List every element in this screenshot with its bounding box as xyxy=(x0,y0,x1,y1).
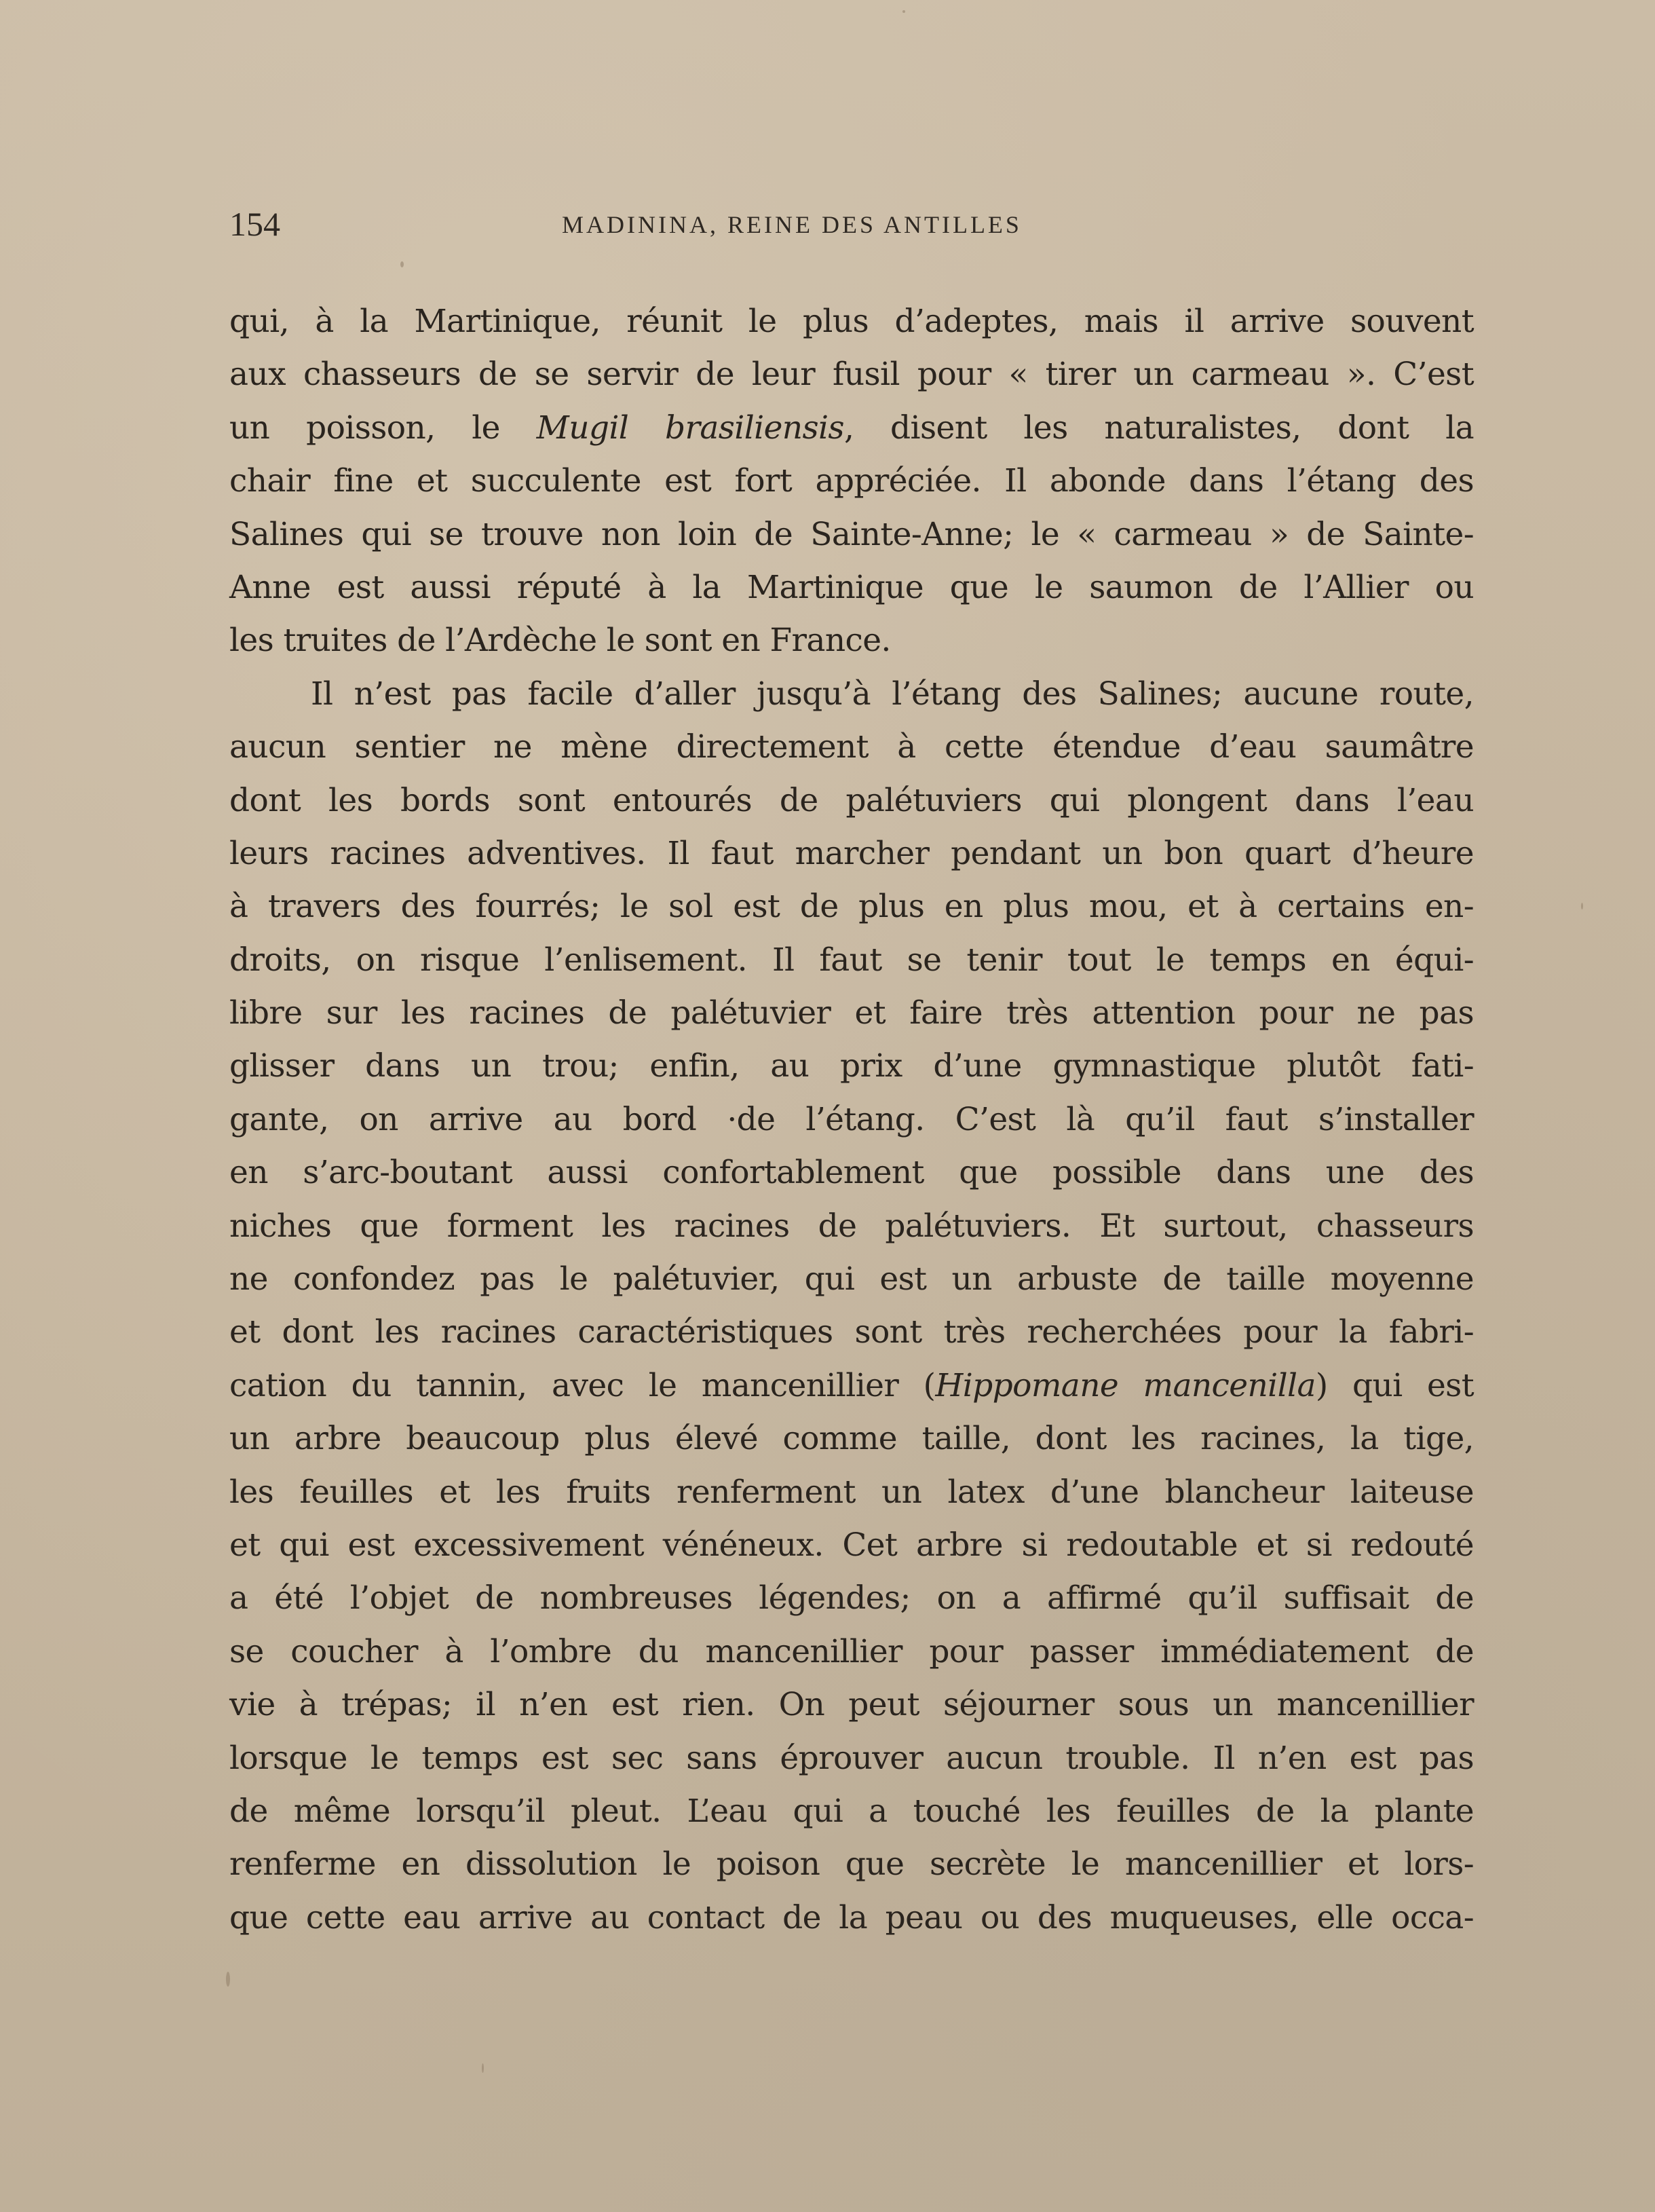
text-segment: niches que forment les racines de palétuviers. Et surtout, chasseurs xyxy=(229,1207,1474,1245)
text-segment: aucun sentier ne mène directement à cette étendue d’eau saumâtre xyxy=(229,728,1474,766)
text-line xyxy=(229,1732,1474,1785)
text-line xyxy=(229,721,1474,774)
paper-speck xyxy=(400,261,404,267)
paper-speck xyxy=(226,1972,230,1987)
text-line xyxy=(229,561,1474,614)
text-segment: à travers des fourrés; le sol est de plus en plus mou, et à certains en- xyxy=(229,888,1474,926)
text-segment: et qui est excessivement vénéneux. Cet arbre si redoutable et si redouté xyxy=(229,1526,1474,1564)
text-line xyxy=(229,1360,1474,1412)
text-line xyxy=(229,827,1474,880)
text-segment: renferme en dissolution le poison que secrète le mancenillier et lors- xyxy=(229,1845,1474,1883)
text-line xyxy=(229,1679,1474,1731)
text-segment: aux chasseurs de se servir de leur fusil pour « tirer un carmeau ». C’est xyxy=(229,356,1474,394)
text-segment: , disent les naturalistes, dont la xyxy=(843,409,1474,447)
running-title: MADININA, REINE DES ANTILLES xyxy=(562,211,1022,238)
text-segment: droits, on risque l’enlisement. Il faut se tenir tout le temps en équi- xyxy=(229,941,1474,979)
text-line xyxy=(229,1892,1474,1945)
text-segment: se coucher à l’ombre du mancenillier pour passer immédiatement de xyxy=(229,1632,1474,1670)
italic-term: Mugil brasiliensis xyxy=(536,409,844,447)
text-segment: Salines qui se trouve non loin de Sainte-Anne; le « carmeau » de Sainte- xyxy=(229,515,1474,553)
text-segment: ) qui est xyxy=(1315,1366,1474,1404)
text-segment: qui, à la Martinique, réunit le plus d’adeptes, mais il arrive souvent xyxy=(229,303,1474,340)
text-segment: et dont les racines caractéristiques sont très recherchées pour la fabri- xyxy=(229,1313,1474,1351)
text-segment: a été l’objet de nombreuses légendes; on a affirmé qu’il suffisait de xyxy=(229,1579,1474,1617)
text-segment: ne confondez pas le palétuvier, qui est un arbuste de taille moyenne xyxy=(229,1260,1474,1298)
text-line xyxy=(229,1626,1474,1679)
text-line xyxy=(229,880,1474,933)
text-line xyxy=(229,1040,1474,1093)
text-segment: de même lorsqu’il pleut. L’eau qui a touché les feuilles de la plante xyxy=(229,1792,1474,1830)
text-line xyxy=(229,1466,1474,1519)
text-segment: gante, on arrive au bord ·de l’étang. C’est là qu’il faut s’installer xyxy=(229,1100,1474,1138)
text-line xyxy=(229,614,1474,667)
text-segment: en s’arc-boutant aussi confortablement que possible dans une des xyxy=(229,1154,1474,1192)
text-segment: que cette eau arrive au contact de la peau ou des muqueuses, elle occa- xyxy=(229,1898,1474,1936)
paper-speck xyxy=(902,10,905,13)
text-line xyxy=(229,774,1474,827)
text-line xyxy=(229,1785,1474,1838)
text-line xyxy=(229,508,1474,561)
text-line xyxy=(229,987,1474,1040)
paper-speck xyxy=(482,2063,484,2073)
text-segment: glisser dans un trou; enfin, au prix d’une gymnastique plutôt fati- xyxy=(229,1047,1474,1085)
text-segment: lorsque le temps est sec sans éprouver aucun trouble. Il n’en est pas xyxy=(229,1739,1474,1777)
paper-speck xyxy=(1581,903,1583,910)
text-segment: cation du tannin, avec le mancenillier ( xyxy=(229,1366,936,1404)
text-line xyxy=(229,295,1474,348)
text-line xyxy=(229,1093,1474,1146)
text-line xyxy=(229,1306,1474,1359)
text-line xyxy=(229,934,1474,987)
running-head xyxy=(229,204,1474,244)
text-segment: les feuilles et les fruits renferment un latex d’une blancheur laiteuse xyxy=(229,1473,1474,1511)
body-text xyxy=(229,295,1474,1945)
text-segment: un poisson, le xyxy=(229,409,537,447)
text-line xyxy=(229,402,1474,455)
text-line xyxy=(229,1838,1474,1891)
text-line xyxy=(229,348,1474,401)
text-segment: Il n’est pas facile d’aller jusqu’à l’étang des Salines; aucune route, xyxy=(311,675,1474,713)
text-line xyxy=(229,1253,1474,1306)
text-line xyxy=(229,668,1474,721)
text-segment: un arbre beaucoup plus élevé comme taille, dont les racines, la tige, xyxy=(229,1420,1474,1458)
text-segment: libre sur les racines de palétuvier et faire très attention pour ne pas xyxy=(229,994,1474,1032)
text-line xyxy=(229,1412,1474,1465)
text-line xyxy=(229,1572,1474,1625)
text-segment: chair fine et succulente est fort appréciée. Il abonde dans l’étang des xyxy=(229,462,1474,500)
text-line xyxy=(229,1200,1474,1253)
text-segment: les truites de l’Ardèche le sont en France. xyxy=(229,622,891,660)
text-segment: vie à trépas; il n’en est rien. On peut séjourner sous un mancenillier xyxy=(229,1686,1474,1724)
text-segment: Anne est aussi réputé à la Martinique que le saumon de l’Allier ou xyxy=(229,568,1474,606)
italic-term: Hippomane mancenilla xyxy=(935,1366,1316,1404)
text-segment: leurs racines adventives. Il faut marcher pendant un bon quart d’heure xyxy=(229,834,1474,872)
text-segment: dont les bords sont entourés de palétuviers qui plongent dans l’eau xyxy=(229,781,1474,819)
text-line xyxy=(229,1146,1474,1199)
text-line xyxy=(229,1519,1474,1572)
text-line xyxy=(229,455,1474,508)
page-number: 154 xyxy=(229,205,280,243)
